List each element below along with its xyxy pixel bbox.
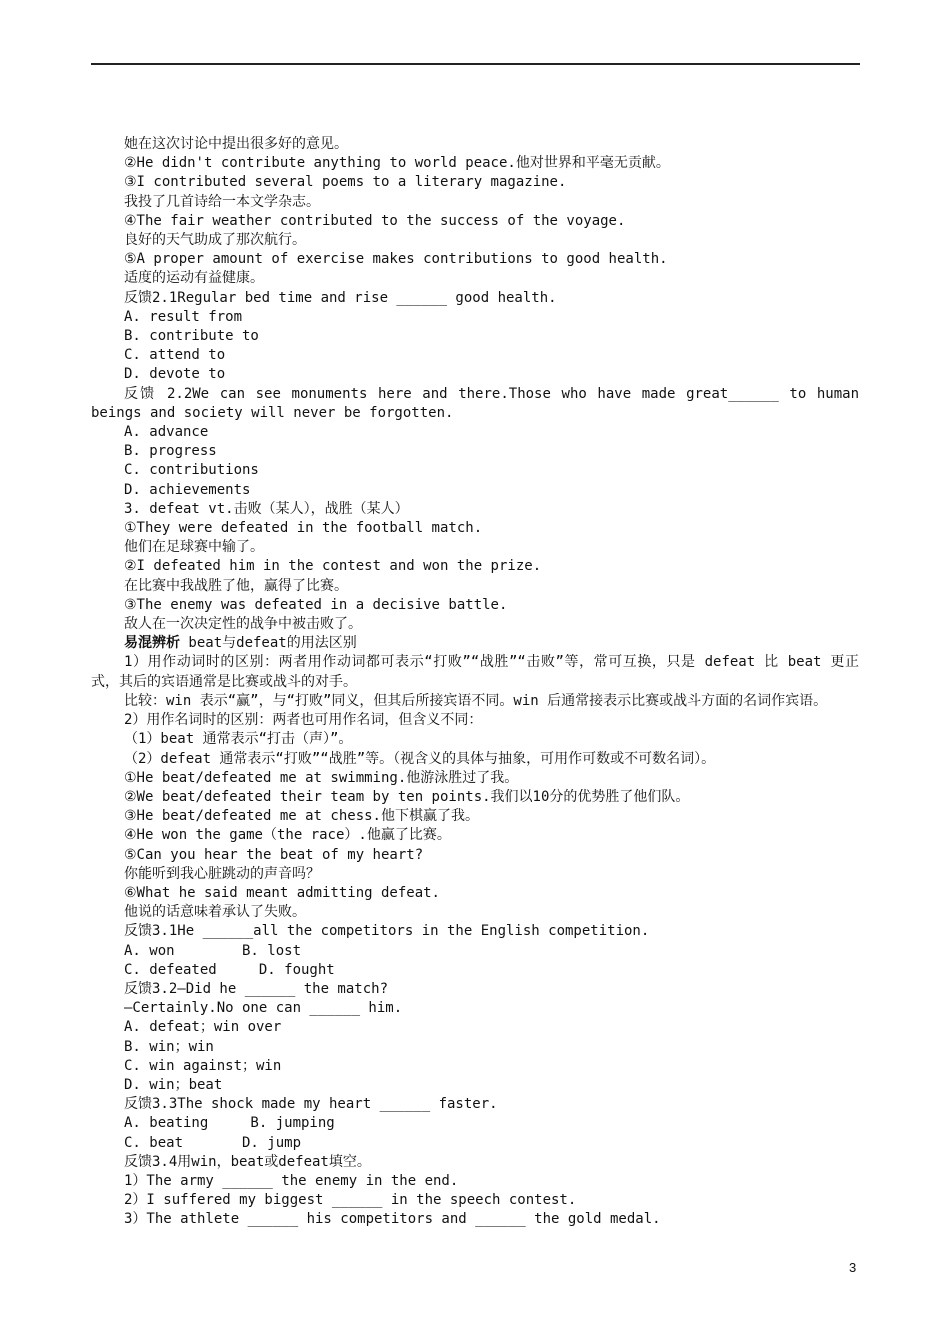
text-line: ②He didn't contribute anything to world peace.他对世界和平毫无贡献。 — [124, 155, 670, 172]
header-rule — [91, 63, 860, 65]
text-line: ④He won the game（the race）.他赢了比赛。 — [124, 827, 451, 844]
text-line: ③The enemy was defeated in a decisive battle. — [124, 596, 508, 613]
text-line: 你能听到我心脏跳动的声音吗？ — [124, 865, 320, 882]
text-line: 他说的话意味着承认了失败。 — [124, 904, 306, 921]
text-line: ③I contributed several poems to a literary magazine. — [124, 174, 567, 191]
text-line: C. contributions — [124, 462, 259, 479]
text-line: ②I defeated him in the contest and won the prize. — [124, 558, 542, 575]
text-line: ②We beat/defeated their team by ten points.我们以10分的优势胜了他们队。 — [124, 788, 690, 805]
section-heading — [91, 634, 859, 653]
text-line: 良好的天气助成了那次航行。 — [124, 232, 306, 249]
text-line: 反馈2.1Regular bed time and rise ______ good health. — [124, 289, 557, 306]
text-line: D. achievements — [124, 481, 251, 498]
text-line: 3）The athlete ______ his competitors and ______ the gold medal. — [124, 1211, 661, 1228]
text-line: ①He beat/defeated me at swimming.他游泳胜过了我。 — [124, 769, 519, 786]
heading-label: 易混辨析 — [124, 635, 180, 652]
page-number: 3 — [849, 1260, 857, 1275]
text-line: 反馈3.3The shock made my heart ______ faster. — [124, 1096, 498, 1113]
text-line: B. win；win — [124, 1038, 214, 1055]
text-line: （2）defeat 通常表示“打败”“战胜”等。（视含义的具体与抽象，可用作可数或不可数名词）。 — [124, 750, 716, 767]
text-line: 1）The army ______ the enemy in the end. — [124, 1172, 459, 1189]
text-line: ⑥What he said meant admitting defeat. — [124, 884, 440, 901]
text-line: A. result from — [124, 308, 243, 325]
text-line: 我投了几首诗给一本文学杂志。 — [124, 193, 320, 210]
text-line: D. devote to — [124, 366, 226, 383]
text-line: B. progress — [124, 443, 217, 460]
text-line: 反馈3.2—Did he ______ the match? — [124, 980, 389, 997]
page-body — [91, 135, 859, 1230]
text-line: 2）I suffered my biggest ______ in the speech contest. — [124, 1192, 577, 1209]
text-line: ①They were defeated in the football match. — [124, 520, 483, 537]
text-line: 1）用作动词时的区别：两者用作动词都可表示“打败”“战胜”“击败”等，常可互换，只是 defeat 比 beat 更正式，其后的宾语通常是比赛或战斗的对手。 — [91, 654, 859, 690]
heading-text: beat与defeat的用法区别 — [180, 635, 357, 652]
text-line: A. won B. lost — [124, 942, 302, 959]
text-line: A. advance — [124, 424, 209, 441]
text-line: ③He beat/defeated me at chess.他下棋赢了我。 — [124, 808, 479, 825]
text-line: A. defeat；win over — [124, 1019, 282, 1036]
text-line: C. defeated D. fought — [124, 961, 335, 978]
text-line: 比较：win 表示“赢”，与“打败”同义，但其后所接宾语不同。win 后通常接表示比赛或战斗方面的名词作宾语。 — [124, 692, 828, 709]
text-line: C. beat D. jump — [124, 1134, 302, 1151]
text-line: 他们在足球赛中输了。 — [124, 539, 264, 556]
text-line: ④The fair weather contributed to the success of the voyage. — [124, 212, 626, 229]
text-line: 2）用作名词时的区别：两者也可用作名词，但含义不同： — [124, 712, 483, 729]
text-line: 3. defeat vt.击败（某人），战胜（某人） — [124, 500, 409, 517]
text-line: C. win against；win — [124, 1057, 282, 1074]
text-line: 反馈3.1He ______all the competitors in the English competition. — [124, 923, 650, 940]
text-line: 敌人在一次决定性的战争中被击败了。 — [124, 616, 362, 633]
text-line: ⑤Can you hear the beat of my heart? — [124, 846, 424, 863]
text-line: C. attend to — [124, 347, 226, 364]
text-line: 在比赛中我战胜了他，赢得了比赛。 — [124, 577, 348, 594]
text-line: A. beating B. jumping — [124, 1115, 335, 1132]
text-line: —Certainly.No one can ______ him. — [124, 1000, 403, 1017]
text-line: （1）beat 通常表示“打击（声）”。 — [124, 731, 353, 748]
text-line: 她在这次讨论中提出很多好的意见。 — [124, 136, 348, 152]
text-line: ⑤A proper amount of exercise makes contributions to good health. — [124, 251, 668, 268]
text-line: B. contribute to — [124, 328, 259, 345]
text-line: 反馈 2.2We can see monuments here and there.Those who have made great______ to human beings and society will never be forgotten. — [91, 385, 859, 421]
text-line: D. win；beat — [124, 1076, 223, 1093]
text-line: 反馈3.4用win，beat或defeat填空。 — [124, 1153, 371, 1170]
text-line: 适度的运动有益健康。 — [124, 270, 264, 287]
